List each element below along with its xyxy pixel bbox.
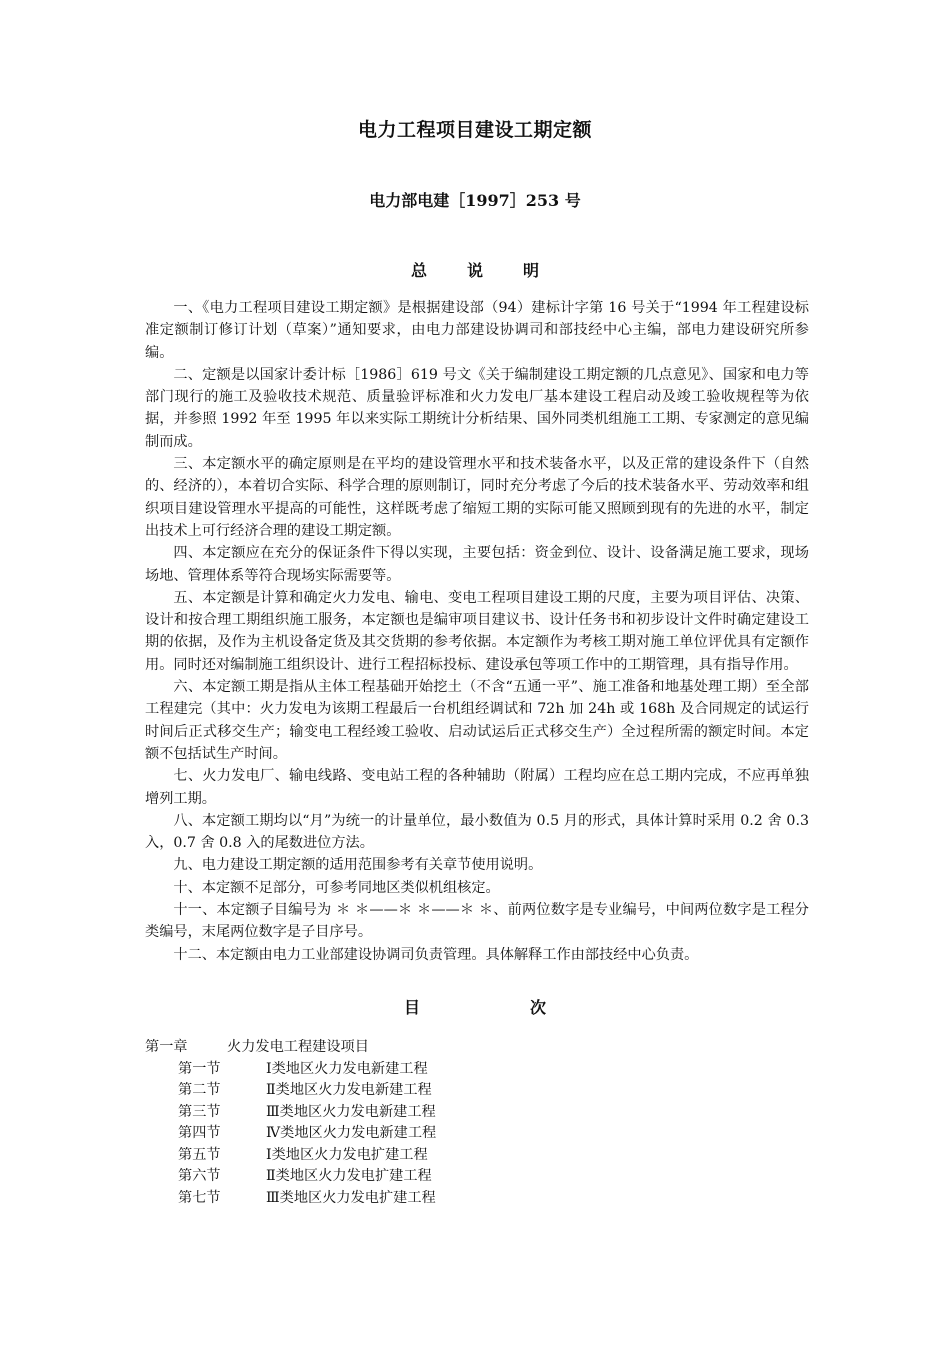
toc-section-title: Ⅳ类地区火力发电新建工程 xyxy=(266,1125,437,1141)
paragraph: 三、本定额水平的确定原则是在平均的建设管理水平和技术装备水平，以及正常的建设条件下（自然的、经济的），本着切合实际、科学合理的原则制订，同时充分考虑了今后的技术装备水平、劳动效率和组织项目建设管理水平提高的可能性，这样既考虑了缩短工期的实际可能又照顾到现有的先进的水平，制定出技术上可行经济合理的建设工期定额。 xyxy=(145,456,809,539)
document-title: 电力工程项目建设工期定额 xyxy=(357,119,592,141)
toc-section xyxy=(145,1080,436,1102)
toc-section xyxy=(145,1059,436,1081)
toc-section-title: Ⅰ类地区火力发电扩建工程 xyxy=(266,1146,428,1163)
toc-section-number: 第六节 xyxy=(178,1168,221,1184)
toc-section-title: Ⅲ类地区火力发电新建工程 xyxy=(266,1103,436,1120)
paragraph: 八、本定额工期均以“月”为统一的计量单位，最小数值为 0.5 月的形式，具体计算时采用 0.2 舍 0.3 入，0.7 舍 0.8 入的尾数进位方法。 xyxy=(145,812,809,852)
toc-section-number: 第四节 xyxy=(178,1125,221,1141)
paragraph: 九、电力建设工期定额的适用范围参考有关章节使用说明。 xyxy=(173,857,543,874)
toc-section-number: 第三节 xyxy=(178,1103,221,1120)
toc-section xyxy=(145,1123,436,1145)
paragraph: 五、本定额是计算和确定火力发电、输电、变电工程项目建设工期的尺度，主要为项目评估、决策、设计和按合理工期组织施工服务，本定额也是编审项目建议书、设计任务书和初步设计文件时确定建设工期的依据，及作为主机设备定货及其交货期的参考依据。本定额作为考核工期对施工单位评优具有定额作用。同时还对编制施工组织设计、进行工程招标投标、建设承包等项工作中的工期管理，具有指导作用。 xyxy=(145,589,809,673)
toc-chapter-number: 第一章 xyxy=(145,1039,188,1055)
paragraph: 七、火力发电厂、输电线路、变电站工程的各种辅助（附属）工程均应在总工期内完成，不应再单独增列工期。 xyxy=(145,768,809,807)
paragraph: 一、《电力工程项目建设工期定额》是根据建设部（94）建标计字第 16 号关于“1994 年工程建设标准定额制订修订计划（草案）”通知要求，由电力部建设协调司和部技经中心主编，部电力建设研究所参编。 xyxy=(145,300,809,361)
paragraph: 四、本定额应在充分的保证条件下得以实现，主要包括：资金到位、设计、设备满足施工要求，现场场地、管理体系等符合现场实际需要等。 xyxy=(145,545,809,584)
toc-chapter-title: 火力发电工程建设项目 xyxy=(227,1039,369,1055)
general-description-heading: 总说明 xyxy=(410,261,579,280)
toc-section xyxy=(145,1188,436,1210)
toc-section xyxy=(145,1102,436,1124)
toc-section xyxy=(145,1145,436,1167)
paragraph: 二、定额是以国家计委计标［1986］619 号文《关于编制建设工期定额的几点意见》、国家和电力等部门现行的施工及验收技术规范、质量验评标准和火力发电厂基本建设工程启动及竣工验收规程等为依据，并参照 1992 年至 1995 年以来实际工期统计分析结果、国外同类机组施工工期、专家测定的意见编制而成。 xyxy=(145,366,809,450)
toc-section-title: Ⅰ类地区火力发电新建工程 xyxy=(266,1060,428,1077)
paragraph: 六、本定额工期是指从主体工程基础开始挖土（不含“五通一平”、施工准备和地基处理工期）至全部工程建完（其中：火力发电为该期工程最后一台机组经调试和 72h 加 24h 或 168h 及合同规定的试运行时间后正式移交生产；输变电工程经竣工验收、启动试运后正式移交生产）全过程所需的额定时间。本定额不包括试生产时间。 xyxy=(145,679,809,762)
toc-section-title: Ⅱ类地区火力发电扩建工程 xyxy=(266,1168,432,1184)
table-of-contents-heading: 目次 xyxy=(403,998,656,1017)
toc-section-number: 第七节 xyxy=(178,1189,221,1206)
table-of-contents xyxy=(145,1037,436,1209)
toc-section-number: 第二节 xyxy=(178,1082,221,1098)
paragraph: 十一、本定额子目编号为 ＊ ＊——＊ ＊——＊ ＊、前两位数字是专业编号，中间两位数字是工程分类编号，末尾两位数字是子目序号。 xyxy=(145,902,809,941)
general-description-body xyxy=(145,297,809,966)
paragraph: 十二、本定额由电力工业部建设协调司负责管理。具体解释工作由部技经中心负责。 xyxy=(173,946,699,963)
document-number: 电力部电建［1997］253 号 xyxy=(369,191,581,210)
toc-section-title: Ⅲ类地区火力发电扩建工程 xyxy=(266,1189,436,1206)
toc-section-number: 第一节 xyxy=(178,1060,221,1077)
toc-section-title: Ⅱ类地区火力发电新建工程 xyxy=(266,1082,432,1098)
toc-chapter xyxy=(145,1037,436,1059)
paragraph: 十、本定额不足部分，可参考同地区类似机组核定。 xyxy=(173,879,500,896)
toc-section-number: 第五节 xyxy=(178,1146,221,1163)
toc-section xyxy=(145,1166,436,1188)
